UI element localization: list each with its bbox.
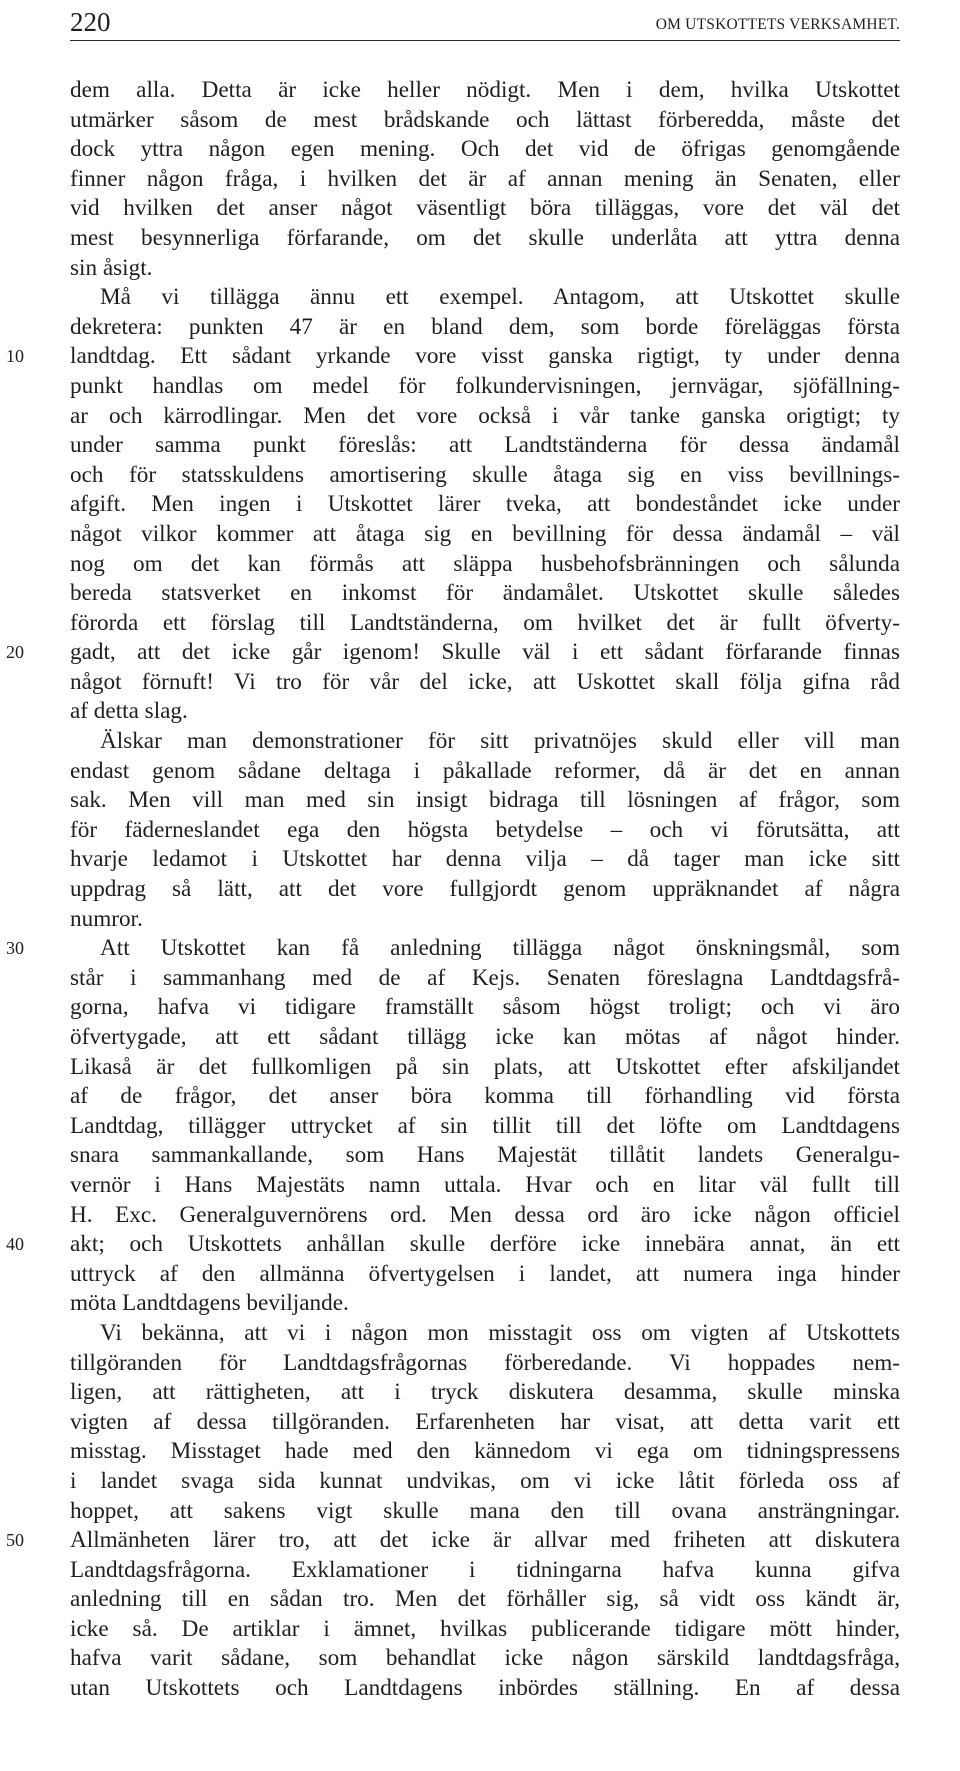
text-line: punkt handlas om medel för folkundervisningen, jernvägar, sjöfällning- <box>70 372 900 399</box>
text-line: hvarje ledamot i Utskottet har denna vilja – då tager man icke sitt <box>70 846 900 873</box>
text-line: utan Utskottets och Landtdagens inbördes ställning. En af dessa <box>70 1675 900 1702</box>
line-number: 30 <box>6 938 24 959</box>
body-text <box>70 76 900 1704</box>
text-line: bereda statsverket en inkomst för ändamålet. Utskottet skulle således <box>70 580 900 607</box>
text-line: gadt, att det icke går igenom! Skulle väl i ett sådant förfarande finnas <box>70 639 900 666</box>
text-line: misstag. Misstaget hade med den kännedom vi ega om tidningspressens <box>70 1438 900 1465</box>
text-line: vid hvilken det anser något väsentligt böra tilläggas, vore det väl det <box>70 195 900 222</box>
text-line: sak. Men vill man med sin insigt bidraga till lösningen af frågor, som <box>70 787 900 814</box>
text-line: något förnuft! Vi tro för vår del icke, att Uskottet skall följa gifna råd <box>70 668 900 695</box>
text-line: vigten af dessa tillgöranden. Erfarenheten har visat, att detta varit ett <box>70 1408 900 1435</box>
text-line: gorna, hafva vi tidigare framställt såsom högst troligt; och vi äro <box>70 994 900 1021</box>
text-line: sin åsigt. <box>70 254 153 281</box>
text-line: uppdrag så lätt, att det vore fullgjordt genom uppräknandet af några <box>70 876 900 903</box>
text-line: nog om det kan förmås att släppa husbehofsbränningen och sålunda <box>70 550 900 577</box>
text-line: icke så. De artiklar i ämnet, hvilkas publicerande tidigare mött hinder, <box>70 1615 900 1642</box>
text-line: numror. <box>70 905 143 932</box>
page-header <box>70 4 900 41</box>
text-line: akt; och Utskottets anhållan skulle derföre icke innebära annat, än ett <box>70 1231 900 1258</box>
text-line: anledning till en sådan tro. Men det förhåller sig, så vidt oss kändt är, <box>70 1586 900 1613</box>
text-line: finner någon fråga, i hvilken det är af annan mening än Senaten, eller <box>70 165 900 192</box>
line-number: 20 <box>6 642 24 663</box>
text-line: snara sammankallande, som Hans Majestät tillåtit landets Generalgu- <box>70 1142 900 1169</box>
text-line: ligen, att rättigheten, att i tryck diskutera desamma, skulle minska <box>70 1379 900 1406</box>
text-line: Må vi tillägga ännu ett exempel. Antagom, att Utskottet skulle <box>100 284 900 311</box>
text-line: och för statsskuldens amortisering skulle åtaga sig en viss bevillnings- <box>70 461 900 488</box>
text-line: Att Utskottet kan få anledning tillägga något önskningsmål, som <box>100 935 900 962</box>
text-line: Älskar man demonstrationer för sitt privatnöjes skuld eller vill man <box>100 728 900 755</box>
text-line: hoppet, att sakens vigt skulle mana den till ovana ansträngningar. <box>70 1497 900 1524</box>
text-line: af de frågor, det anser böra komma till förhandling vid första <box>70 1083 900 1110</box>
text-line: Vi bekänna, att vi i någon mon misstagit oss om vigten af Utskottets <box>100 1319 900 1346</box>
text-line: Landtdag, tillägger uttrycket af sin tillit till det löfte om Landtdagens <box>70 1112 900 1139</box>
text-line: i landet svaga sida kunnat undvikas, om vi icke låtit förleda oss af <box>70 1467 900 1494</box>
text-line: af detta slag. <box>70 698 188 725</box>
text-line: för fäderneslandet ega den högsta betydelse – och vi förutsätta, att <box>70 816 900 843</box>
text-line: under samma punkt föreslås: att Landtständerna för dessa ändamål <box>70 432 900 459</box>
text-line: står i sammanhang med de af Kejs. Senaten föreslagna Landtdagsfrå- <box>70 964 900 991</box>
text-line: dock yttra någon egen mening. Och det vid de öfrigas genomgående <box>70 136 900 163</box>
line-number: 40 <box>6 1234 24 1255</box>
text-line: vernör i Hans Majestäts namn uttala. Hvar och en litar väl fullt till <box>70 1171 900 1198</box>
text-line: dem alla. Detta är icke heller nödigt. Men i dem, hvilka Utskottet <box>70 77 900 103</box>
text-line: afgift. Men ingen i Utskottet lärer tveka, att bondeståndet icke under <box>70 491 900 518</box>
text-line: förorda ett förslag till Landtständerna, om hvilket det är fullt öfverty- <box>70 609 900 636</box>
text-line: endast genom sådane deltaga i påkallade reformer, då är det en annan <box>70 757 900 784</box>
text-line: ar och kärrodlingar. Men det vore också i vår tanke ganska origtigt; ty <box>70 402 900 429</box>
text-line: något vilkor kommer att åtaga sig en bevillning för dessa ändamål – väl <box>70 520 900 547</box>
text-line: tillgöranden för Landtdagsfrågornas förberedande. Vi hoppades nem- <box>70 1349 900 1376</box>
text-line: Allmänheten lärer tro, att det icke är allvar med friheten att diskutera <box>70 1527 900 1554</box>
text-line: Likaså är det fullkomligen på sin plats, att Utskottet efter afskiljandet <box>70 1053 900 1080</box>
text-line: utmärker såsom de mest brådskande och lättast förberedda, måste det <box>70 106 900 133</box>
text-line: landtdag. Ett sådant yrkande vore visst ganska rigtigt, ty under denna <box>70 343 900 370</box>
text-line: öfvertygade, att ett sådant tillägg icke kan mötas af något hinder. <box>70 1024 900 1050</box>
line-number: 10 <box>6 346 24 367</box>
text-line: H. Exc. Generalguvernörens ord. Men dessa ord äro icke någon officiel <box>70 1201 900 1228</box>
text-line: möta Landtdagens beviljande. <box>70 1290 349 1317</box>
text-line: Landtdagsfrågorna. Exklamationer i tidningarna hafva kunna gifva <box>70 1556 900 1583</box>
text-line: hafva varit sådane, som behandlat icke någon särskild landtdagsfråga, <box>70 1645 900 1672</box>
text-line: dekretera: punkten 47 är en bland dem, som borde föreläggas första <box>70 313 900 340</box>
line-number: 50 <box>6 1530 24 1551</box>
text-line: uttryck af den allmänna öfvertygelsen i landet, att numera inga hinder <box>70 1260 900 1287</box>
page-number: 220 <box>70 7 111 37</box>
text-line: mest besynnerliga förfarande, om det skulle underlåta att yttra denna <box>70 224 900 251</box>
running-head: OM UTSKOTTETS VERKSAMHET. <box>655 16 900 33</box>
